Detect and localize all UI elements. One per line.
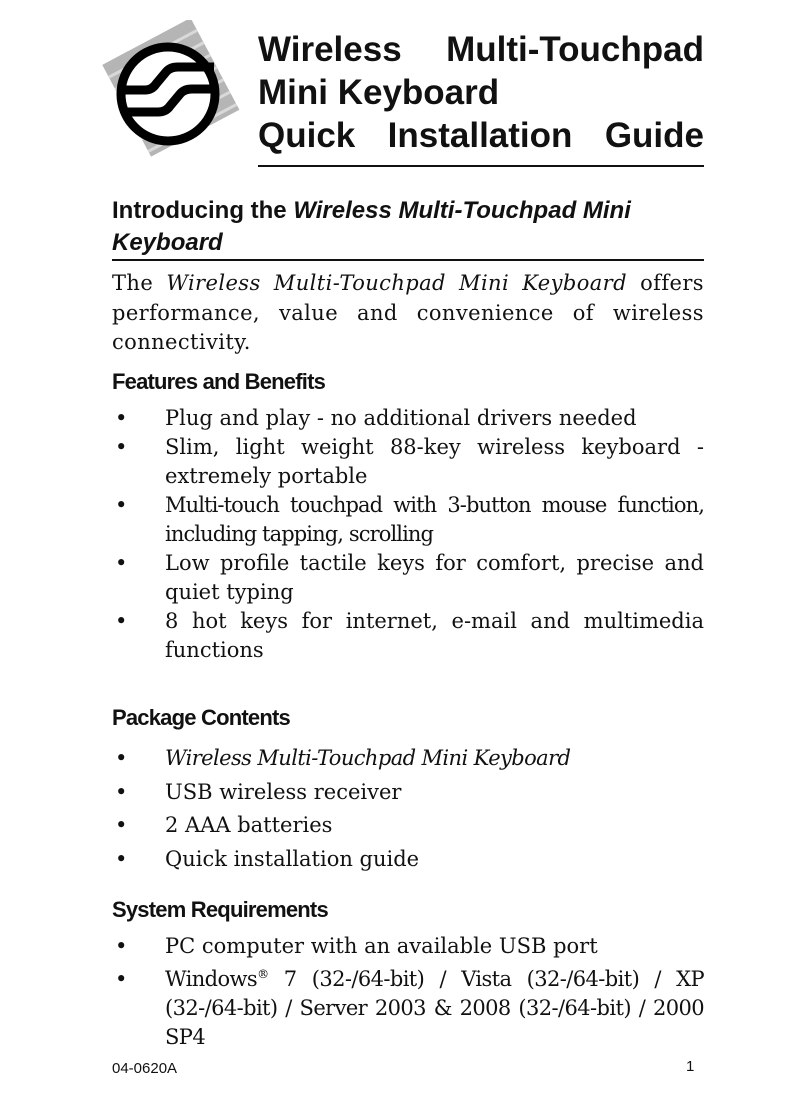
- intro-heading-product: Wireless Multi-Touchpad Mini Keyboard: [112, 197, 631, 256]
- windows-versions: 7 (32-/64-bit) / Vista (32-/64-bit) / XP (32-/64-bit) / Server 2003 & 2008 (32-/64-bit) / 2000 SP4: [165, 967, 704, 1049]
- intro-heading: [112, 195, 704, 259]
- intro-para-product: Wireless Multi-Touchpad Mini Keyboard: [166, 271, 627, 295]
- title-line-3: Quick Installation Guide: [258, 116, 704, 155]
- intro-paragraph: [112, 269, 704, 358]
- siig-logo-icon: [100, 20, 240, 160]
- title-line-1: Wireless Multi-Touchpad: [258, 30, 704, 69]
- list-item: • 8 hot keys for internet, e-mail and multimedia functions: [112, 607, 704, 665]
- registered-mark: ®: [257, 967, 269, 981]
- features-list: [112, 404, 704, 665]
- document-title: [258, 28, 704, 157]
- list-item: • Wireless Multi-Touchpad Mini Keyboard: [112, 742, 704, 776]
- intro-divider: [112, 259, 704, 261]
- page-number: 1: [686, 1058, 695, 1075]
- windows-label: Windows: [165, 967, 258, 991]
- list-item: • Multi-touch touchpad with 3-button mouse function, including tapping, scrolling: [112, 491, 704, 549]
- list-item: • Low profile tactile keys for comfort, precise and quiet typing: [112, 549, 704, 607]
- package-heading: Package Contents: [112, 705, 290, 730]
- list-item: • USB wireless receiver: [112, 776, 704, 810]
- intro-para-suffix: offers performance, value and convenience of wireless connectivity.: [112, 271, 704, 354]
- list-item: • PC computer with an available USB port: [112, 932, 704, 961]
- list-item: • 2 AAA batteries: [112, 809, 704, 843]
- features-heading: Features and Benefits: [112, 369, 326, 394]
- package-list: [112, 742, 704, 876]
- intro-para-prefix: The: [112, 271, 167, 295]
- requirements-list: [112, 932, 704, 1052]
- list-item: • Quick installation guide: [112, 843, 704, 877]
- intro-heading-prefix: Introducing the: [112, 197, 294, 224]
- list-item: • Slim, light weight 88-key wireless keyboard - extremely portable: [112, 433, 704, 491]
- title-line-2: Mini Keyboard: [258, 73, 500, 112]
- list-item: [112, 965, 704, 1052]
- title-divider: [258, 165, 704, 167]
- document-code: 04-0620A: [112, 1060, 178, 1077]
- list-item: • Plug and play - no additional drivers needed: [112, 404, 704, 433]
- requirements-heading: System Requirements: [112, 897, 328, 922]
